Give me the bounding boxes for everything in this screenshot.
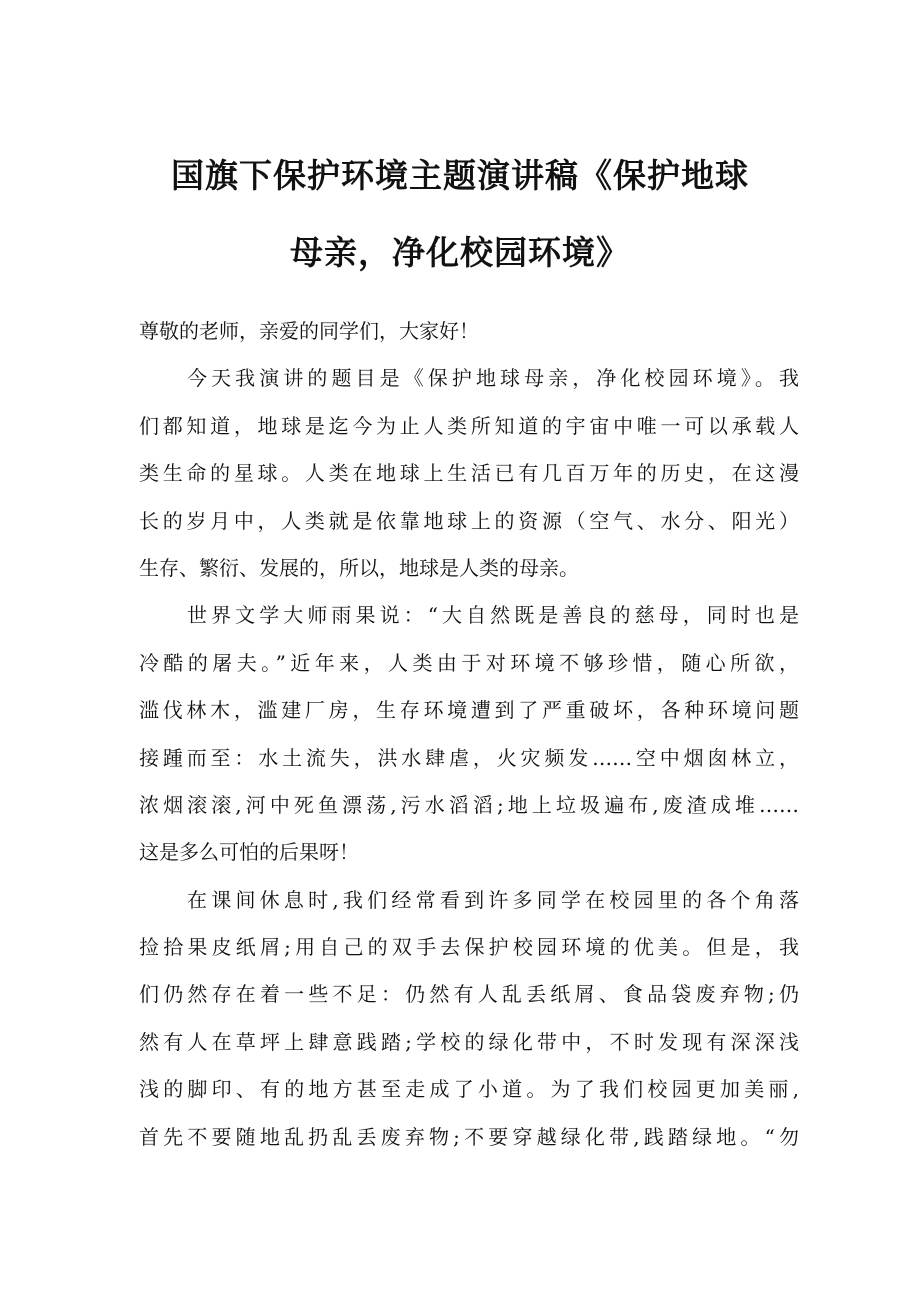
paragraph-1-line-5: 生存、繁衍、发展的，所以，地球是人类的母亲。 <box>139 555 579 580</box>
paragraph-2-line-6: 这是多么可怕的后果呀！ <box>139 840 359 865</box>
paragraph-3-line-3: 们仍然存在着一些不足：仍然有人乱丢纸屑、食品袋废弃物;仍 <box>139 982 799 1007</box>
document-title-line-2: 母亲，净化校园环境》 <box>290 233 630 272</box>
paragraph-2-line-4: 接踵而至：水土流失，洪水肆虐，火灾频发……空中烟囱林立， <box>139 745 799 770</box>
greeting: 尊敬的老师，亲爱的同学们，大家好！ <box>139 319 479 343</box>
paragraph-2-line-5: 浓烟滚滚,河中死鱼漂荡,污水滔滔;地上垃圾遍布,废渣成堆…… <box>139 792 799 817</box>
paragraph-2-line-3: 滥伐林木，滥建厂房，生存环境遭到了严重破坏，各种环境问题 <box>139 698 799 723</box>
paragraph-3-line-4: 然有人在草坪上肆意践踏;学校的绿化带中，不时发现有深深浅 <box>139 1029 799 1054</box>
paragraph-1-line-2: 们都知道，地球是迄今为止人类所知道的宇宙中唯一可以承载人 <box>139 413 799 438</box>
paragraph-2-line-1: 世界文学大师雨果说：“大自然既是善良的慈母，同时也是 <box>187 603 799 628</box>
paragraph-3-line-1: 在课间休息时,我们经常看到许多同学在校园里的各个角落 <box>187 887 799 912</box>
document-body <box>139 308 799 1161</box>
paragraph-3-line-6: 首先不要随地乱扔乱丢废弃物;不要穿越绿化带,践踏绿地。“勿 <box>139 1124 799 1149</box>
paragraph-3-line-2: 捡拾果皮纸屑;用自己的双手去保护校园环境的优美。但是，我 <box>139 935 799 960</box>
paragraph-1-line-1: 今天我演讲的题目是《保护地球母亲，净化校园环境》。我 <box>187 366 799 391</box>
paragraph-2-line-2: 冷酷的屠夫。”近年来，人类由于对环境不够珍惜，随心所欲， <box>139 650 799 675</box>
document-title-line-1: 国旗下保护环境主题演讲稿《保护地球 <box>171 156 749 195</box>
paragraph-1-line-4: 长的岁月中，人类就是依靠地球上的资源（空气、水分、阳光） <box>139 508 799 533</box>
paragraph-3-line-5: 浅的脚印、有的地方甚至走成了小道。为了我们校园更加美丽, <box>139 1077 799 1102</box>
paragraph-1-line-3: 类生命的星球。人类在地球上生活已有几百万年的历史，在这漫 <box>139 461 799 486</box>
